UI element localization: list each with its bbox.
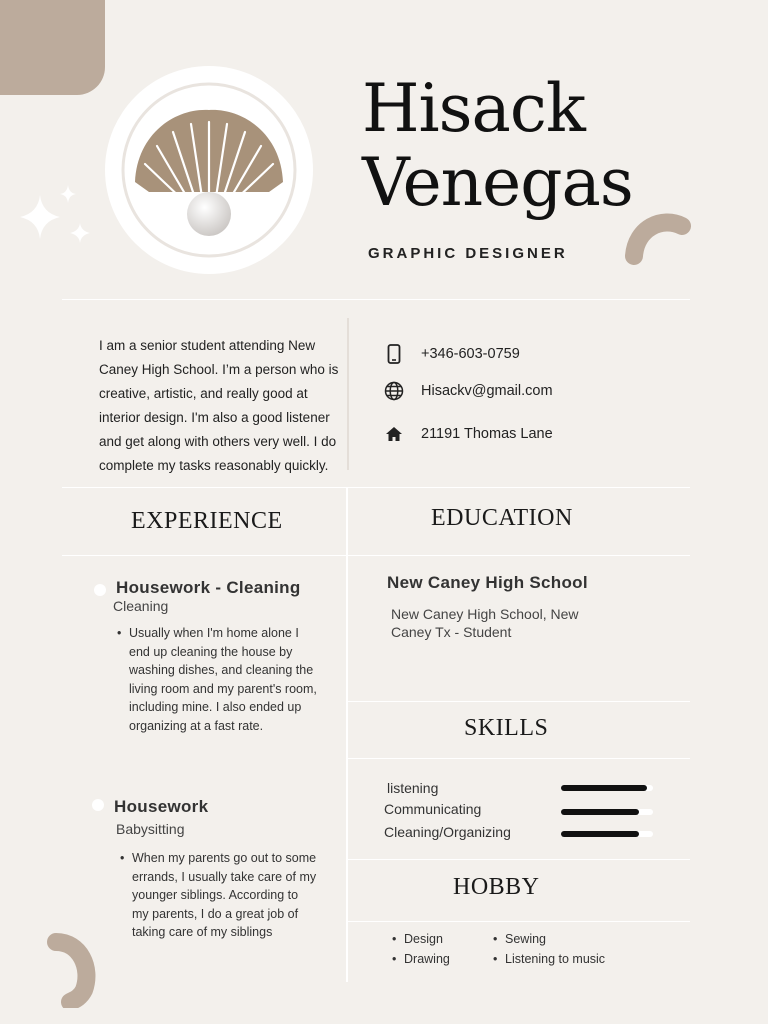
job-description: • When my parents go out to some errands, I usually take care of my younger siblings. According to my parents, I do a great job of taking care of my siblings: [132, 849, 317, 942]
contact-email: [383, 380, 553, 402]
divider: [347, 859, 690, 860]
job-role: GRAPHIC DESIGNER: [368, 245, 568, 262]
contact-phone: [383, 343, 520, 365]
full-name: [362, 72, 633, 220]
school-detail: New Caney High School, New Caney Tx - Student: [391, 606, 579, 640]
email-address[interactable]: Hisackv@gmail.com: [421, 383, 553, 399]
contact-address: [383, 423, 553, 445]
skills-title: SKILLS: [464, 715, 549, 741]
divider: [62, 487, 690, 488]
job-subtitle: Babysitting: [116, 821, 185, 837]
hobby-item: • Drawing: [404, 952, 450, 966]
divider-vertical: [346, 487, 348, 982]
job-subtitle: Cleaning: [113, 598, 169, 614]
corner-decoration: [0, 0, 105, 95]
skill-bar-track: [561, 831, 653, 837]
skill-name: listening: [387, 780, 439, 796]
job-description: • Usually when I'm home alone I end up cleaning the house by washing dishes, and cleaning the living room and my parent's room, including mine. I also ended up organizing at a fast rate.: [129, 624, 319, 735]
home-icon: [383, 423, 405, 445]
school-name: New Caney High School: [387, 573, 588, 592]
job-title: Housework: [114, 797, 209, 816]
timeline-dot: [92, 799, 104, 811]
skill-name: Communicating: [384, 801, 482, 817]
globe-icon: [383, 380, 405, 402]
divider: [62, 555, 690, 556]
shell-icon: [103, 64, 315, 276]
hobby-title: HOBBY: [453, 874, 540, 900]
arch-decoration: [40, 928, 104, 1008]
shell-logo: [103, 64, 315, 276]
divider: [347, 921, 690, 922]
hobby-item: • Design: [404, 932, 443, 946]
arch-decoration: [622, 212, 692, 272]
street-address: 21191 Thomas Lane: [421, 426, 553, 442]
timeline-dot: [94, 584, 106, 596]
about-text: I am a senior student attending New Caney High School. I’m a person who is creative, artistic, and really good at interior design. I'm also a good listener and get along with others very well. I do complete my tasks reasonably quickly.: [99, 338, 339, 473]
phone-number[interactable]: +346-603-0759: [421, 346, 520, 362]
skill-bar-fill: [561, 809, 639, 815]
divider-vertical: [347, 318, 349, 470]
phone-icon: [383, 343, 405, 365]
skill-name: Cleaning/Organizing: [384, 824, 511, 840]
divider: [347, 701, 690, 702]
first-name: Hisack: [362, 70, 585, 147]
divider: [347, 758, 690, 759]
skill-bar-track: [561, 809, 653, 815]
last-name: Venegas: [362, 144, 633, 221]
hobby-item: • Sewing: [505, 932, 546, 946]
education-title: EDUCATION: [431, 505, 573, 531]
job-title: Housework - Cleaning: [116, 578, 301, 597]
sparkle-icon: [14, 185, 96, 247]
skill-bar-track: [561, 785, 653, 791]
hobby-item: • Listening to music: [505, 952, 605, 966]
experience-title: EXPERIENCE: [131, 508, 283, 534]
skill-bar-fill: [561, 831, 639, 837]
divider: [62, 299, 690, 300]
skill-bar-fill: [561, 785, 647, 791]
